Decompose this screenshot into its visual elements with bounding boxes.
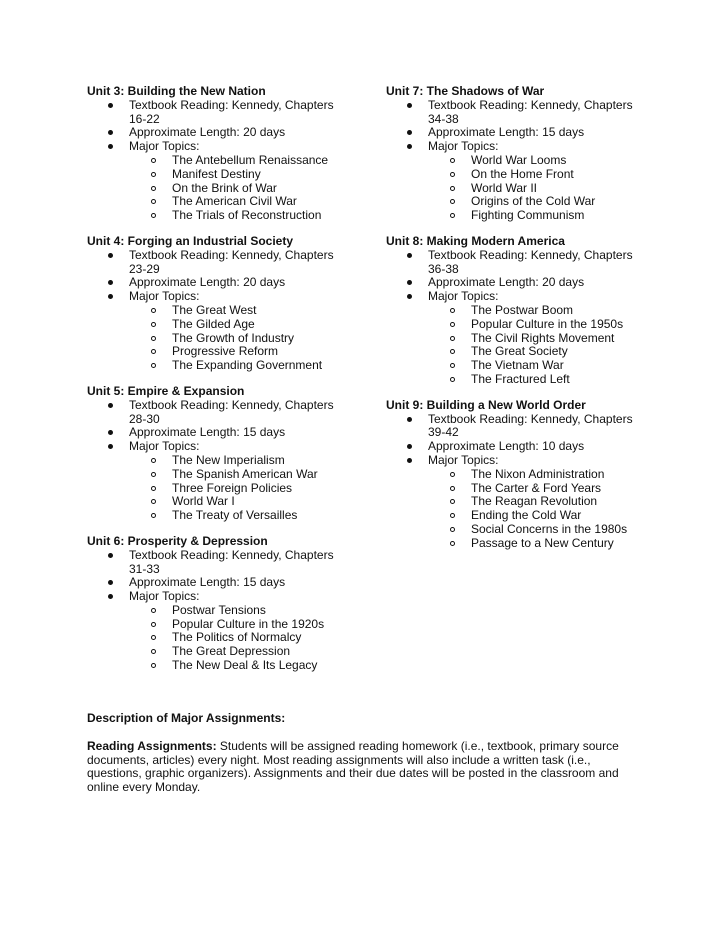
unit-title: Unit 6: Prosperity & Depression [87, 533, 268, 548]
length-text: Approximate Length: 20 days [129, 275, 286, 290]
right-column [386, 85, 676, 551]
circle-bullet-icon [151, 608, 156, 613]
topic-item [87, 168, 377, 182]
reading-chapters: 36-38 [428, 261, 459, 276]
circle-bullet-icon [450, 199, 455, 204]
topic-item [87, 509, 377, 523]
topics-label: Major Topics: [129, 289, 200, 304]
topic-text: Three Foreign Policies [172, 480, 293, 495]
bullet-icon [407, 458, 412, 463]
topic-text: Progressive Reform [172, 344, 279, 359]
topic-text: World War Looms [471, 152, 567, 167]
assignments-heading: Description of Major Assignments: [87, 711, 286, 725]
bullet-icon [108, 130, 113, 135]
length-item [87, 126, 377, 140]
topic-text: The Reagan Revolution [471, 494, 598, 509]
topic-item [87, 332, 377, 346]
reading-text: Textbook Reading: Kennedy, Chapters [428, 411, 633, 426]
unit-title: Unit 4: Forging an Industrial Society [87, 233, 294, 248]
circle-bullet-icon [151, 158, 156, 163]
reading-assignments-text: Students will be assigned reading homework (i.e., textbook, primary source documents, articles) every night. Most reading assignments will also include a written task (i.e., questions, graphic organizers). Assignments and their due dates will be posted in the classroom and online every Monday. [87, 738, 619, 795]
circle-bullet-icon [450, 363, 455, 368]
topic-text: The Great West [172, 302, 257, 317]
assignments-section [87, 712, 647, 795]
unit-section [386, 85, 676, 223]
circle-bullet-icon [450, 308, 455, 313]
bullet-icon [108, 444, 113, 449]
topic-text: On the Brink of War [172, 180, 277, 195]
length-item [386, 440, 676, 454]
topic-item [386, 304, 676, 318]
unit-section [87, 235, 377, 373]
topic-text: The Postwar Boom [471, 302, 574, 317]
circle-bullet-icon [450, 513, 455, 518]
unit-title: Unit 7: The Shadows of War [386, 84, 545, 98]
topic-item [386, 373, 676, 387]
length-item [386, 126, 676, 140]
topic-text: On the Home Front [471, 166, 574, 181]
reading-item [386, 99, 676, 113]
reading-text: Textbook Reading: Kennedy, Chapters [129, 97, 334, 112]
topic-item [87, 631, 377, 645]
reading-item [87, 549, 377, 563]
topic-item [386, 168, 676, 182]
circle-bullet-icon [151, 322, 156, 327]
unit-title: Unit 8: Making Modern America [386, 233, 565, 248]
length-item [87, 426, 377, 440]
bullet-icon [108, 580, 113, 585]
topic-text: Ending the Cold War [471, 508, 582, 523]
topic-item [87, 345, 377, 359]
reading-assignments-paragraph [87, 740, 647, 795]
reading-text: Textbook Reading: Kennedy, Chapters [428, 97, 633, 112]
topic-item [87, 468, 377, 482]
circle-bullet-icon [151, 663, 156, 668]
topic-text: The Gilded Age [172, 316, 255, 331]
unit-section [386, 235, 676, 387]
topics-item [386, 454, 676, 468]
topic-item [386, 332, 676, 346]
topic-item [386, 318, 676, 332]
circle-bullet-icon [450, 499, 455, 504]
topic-item [386, 209, 676, 223]
topic-text: The Vietnam War [471, 358, 564, 373]
topic-item [87, 182, 377, 196]
topic-item [386, 345, 676, 359]
circle-bullet-icon [151, 363, 156, 368]
length-text: Approximate Length: 20 days [428, 275, 585, 290]
bullet-icon [108, 253, 113, 258]
topic-text: The Great Society [471, 344, 568, 359]
circle-bullet-icon [450, 172, 455, 177]
topics-item [386, 140, 676, 154]
unit-section [386, 399, 676, 551]
topics-label: Major Topics: [129, 139, 200, 154]
unit-title: Unit 5: Empire & Expansion [87, 383, 245, 398]
circle-bullet-icon [151, 499, 156, 504]
circle-bullet-icon [151, 472, 156, 477]
circle-bullet-icon [450, 349, 455, 354]
topic-item [87, 645, 377, 659]
topics-item [87, 440, 377, 454]
circle-bullet-icon [151, 649, 156, 654]
topic-text: The Antebellum Renaissance [172, 152, 329, 167]
topics-label: Major Topics: [129, 589, 200, 604]
unit-section [87, 535, 377, 673]
circle-bullet-icon [450, 322, 455, 327]
topic-text: World War II [471, 180, 538, 195]
length-text: Approximate Length: 15 days [129, 575, 286, 590]
topics-item [87, 590, 377, 604]
bullet-icon [108, 403, 113, 408]
unit-section [87, 85, 377, 223]
topic-text: World War I [172, 494, 235, 509]
bullet-icon [407, 417, 412, 422]
unit-section [87, 385, 377, 523]
circle-bullet-icon [450, 336, 455, 341]
bullet-icon [407, 103, 412, 108]
bullet-icon [108, 294, 113, 299]
topics-label: Major Topics: [428, 289, 499, 304]
topic-text: The Civil Rights Movement [471, 330, 615, 345]
topics-label: Major Topics: [129, 439, 200, 454]
topic-text: The Spanish American War [172, 466, 318, 481]
topic-item [386, 195, 676, 209]
reading-item [87, 399, 377, 413]
topic-text: Popular Culture in the 1950s [471, 316, 624, 331]
topic-item [386, 359, 676, 373]
topic-item [386, 537, 676, 551]
unit-title: Unit 9: Building a New World Order [386, 397, 586, 412]
length-item [386, 276, 676, 290]
topics-label: Major Topics: [428, 139, 499, 154]
topics-item [386, 290, 676, 304]
reading-chapters: 23-29 [129, 261, 160, 276]
bullet-icon [108, 553, 113, 558]
topic-item [386, 154, 676, 168]
topic-item [87, 495, 377, 509]
reading-item [87, 249, 377, 263]
topic-item [87, 482, 377, 496]
reading-text: Textbook Reading: Kennedy, Chapters [129, 547, 334, 562]
circle-bullet-icon [151, 213, 156, 218]
circle-bullet-icon [151, 186, 156, 191]
circle-bullet-icon [151, 635, 156, 640]
topic-item [87, 318, 377, 332]
topic-item [386, 182, 676, 196]
circle-bullet-icon [450, 377, 455, 382]
topic-item [87, 618, 377, 632]
bullet-icon [407, 280, 412, 285]
topics-item [87, 290, 377, 304]
circle-bullet-icon [151, 172, 156, 177]
topic-text: The New Imperialism [172, 452, 285, 467]
length-item [87, 576, 377, 590]
topic-text: Fighting Communism [471, 208, 585, 223]
circle-bullet-icon [450, 186, 455, 191]
topic-text: Passage to a New Century [471, 535, 614, 550]
topic-text: The Trials of Reconstruction [172, 208, 322, 223]
topics-item [87, 140, 377, 154]
topic-text: Popular Culture in the 1920s [172, 616, 325, 631]
reading-chapters: 39-42 [428, 425, 459, 440]
topic-item [87, 454, 377, 468]
circle-bullet-icon [450, 486, 455, 491]
topics-label: Major Topics: [428, 452, 499, 467]
topic-item [87, 359, 377, 373]
left-column [87, 85, 377, 673]
reading-chapters: 34-38 [428, 111, 459, 126]
topic-text: The Nixon Administration [471, 466, 605, 481]
bullet-icon [407, 253, 412, 258]
circle-bullet-icon [450, 158, 455, 163]
topic-text: Postwar Tensions [172, 602, 266, 617]
topic-item [87, 604, 377, 618]
topic-item [386, 482, 676, 496]
bullet-icon [108, 280, 113, 285]
topic-text: The Fractured Left [471, 371, 570, 386]
topic-item [87, 154, 377, 168]
circle-bullet-icon [450, 541, 455, 546]
circle-bullet-icon [151, 336, 156, 341]
length-text: Approximate Length: 15 days [428, 125, 585, 140]
reading-text: Textbook Reading: Kennedy, Chapters [129, 247, 334, 262]
circle-bullet-icon [151, 458, 156, 463]
topic-text: Manifest Destiny [172, 166, 261, 181]
topic-text: Social Concerns in the 1980s [471, 521, 628, 536]
topic-text: The American Civil War [172, 194, 297, 209]
reading-item [386, 249, 676, 263]
circle-bullet-icon [151, 622, 156, 627]
bullet-icon [108, 144, 113, 149]
bullet-icon [407, 294, 412, 299]
reading-text: Textbook Reading: Kennedy, Chapters [129, 397, 334, 412]
circle-bullet-icon [450, 472, 455, 477]
topic-item [87, 195, 377, 209]
reading-chapters: 16-22 [129, 111, 160, 126]
circle-bullet-icon [151, 199, 156, 204]
bullet-icon [407, 144, 412, 149]
topic-text: The Growth of Industry [172, 330, 295, 345]
unit-title: Unit 3: Building the New Nation [87, 84, 266, 98]
reading-assignments-label: Reading Assignments: [87, 738, 217, 753]
topic-item [87, 659, 377, 673]
circle-bullet-icon [151, 308, 156, 313]
bullet-icon [407, 444, 412, 449]
length-text: Approximate Length: 10 days [428, 439, 585, 454]
reading-chapters: 31-33 [129, 561, 160, 576]
topic-item [386, 468, 676, 482]
topic-item [386, 509, 676, 523]
topic-item [87, 304, 377, 318]
circle-bullet-icon [151, 486, 156, 491]
topic-item [87, 209, 377, 223]
length-item [87, 276, 377, 290]
topic-text: Origins of the Cold War [471, 194, 596, 209]
bullet-icon [407, 130, 412, 135]
circle-bullet-icon [151, 349, 156, 354]
circle-bullet-icon [151, 513, 156, 518]
topic-text: The Treaty of Versailles [172, 508, 298, 523]
topic-text: The New Deal & Its Legacy [172, 658, 318, 673]
topic-text: The Politics of Normalcy [172, 630, 302, 645]
bullet-icon [108, 103, 113, 108]
topic-item [386, 495, 676, 509]
reading-item [386, 413, 676, 427]
reading-item [87, 99, 377, 113]
length-text: Approximate Length: 20 days [129, 125, 286, 140]
reading-text: Textbook Reading: Kennedy, Chapters [428, 247, 633, 262]
circle-bullet-icon [450, 213, 455, 218]
bullet-icon [108, 594, 113, 599]
topic-item [386, 523, 676, 537]
topic-text: The Carter & Ford Years [471, 480, 602, 495]
reading-chapters: 28-30 [129, 411, 160, 426]
circle-bullet-icon [450, 527, 455, 532]
length-text: Approximate Length: 15 days [129, 425, 286, 440]
topic-text: The Expanding Government [172, 358, 323, 373]
topic-text: The Great Depression [172, 644, 291, 659]
bullet-icon [108, 430, 113, 435]
